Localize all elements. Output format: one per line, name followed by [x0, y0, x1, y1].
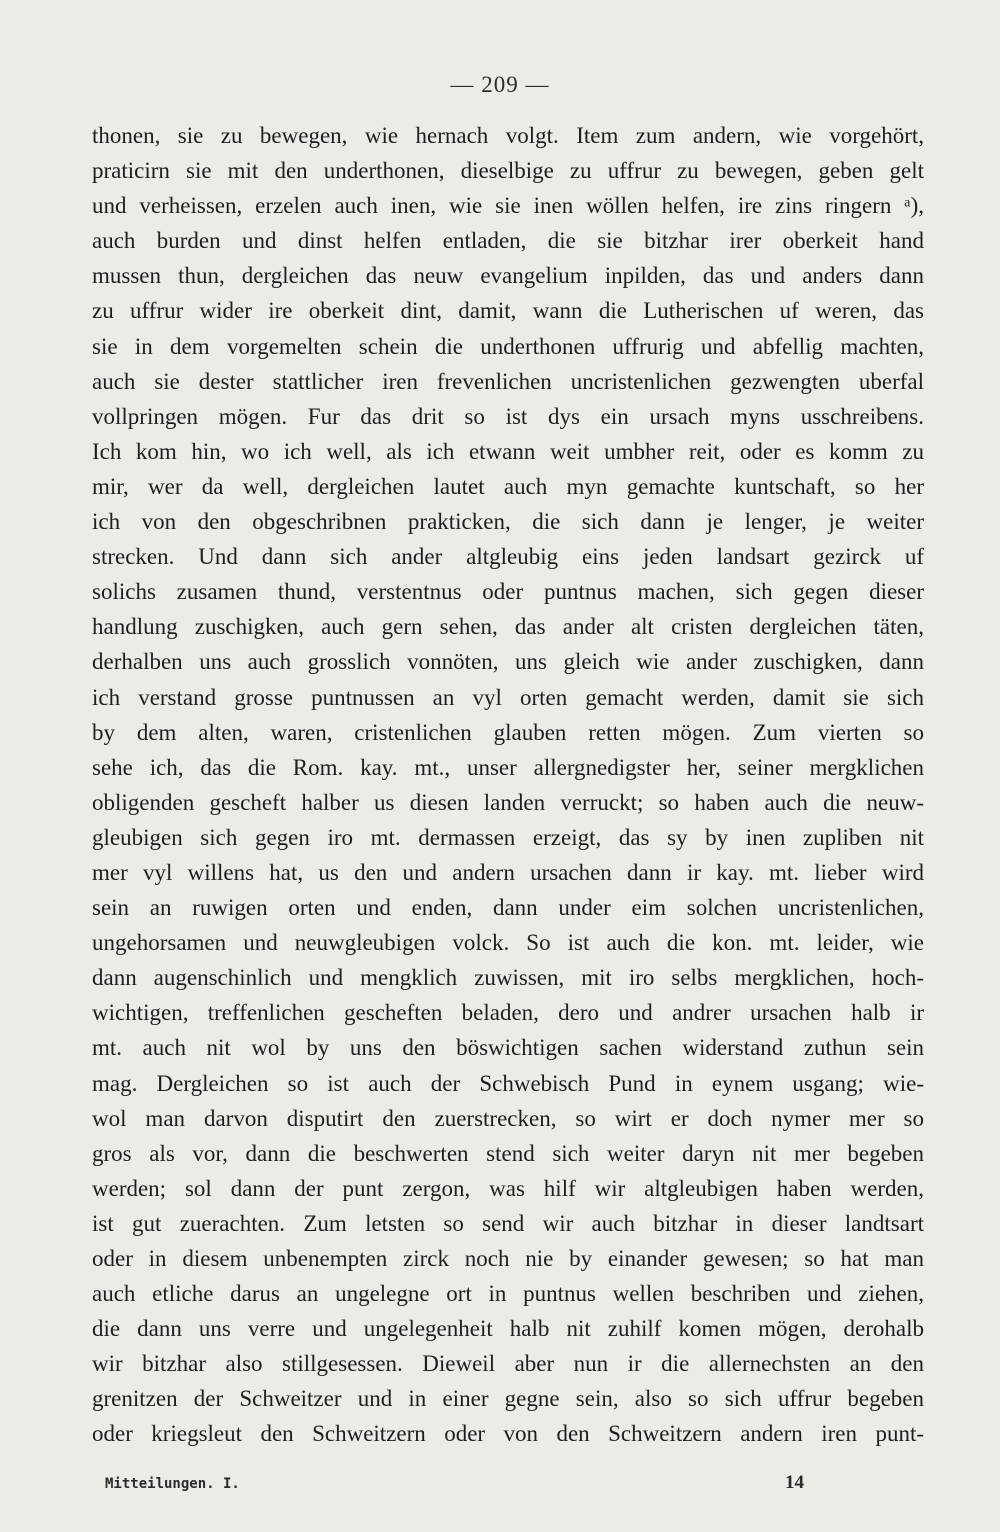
text-line: auch etliche darus an ungelegne ort in puntnus wellen beschriben und ziehen, [92, 1281, 924, 1307]
text-line: zu uffrur wider ire oberkeit dint, damit, wann die Lutherischen uf weren, das [92, 298, 924, 324]
text-line: ich verstand grosse puntnussen an vyl orten gemacht werden, damit sie sich [92, 684, 924, 710]
text-line: sein an ruwigen orten und enden, dann under eim solchen uncristenlichen, [92, 895, 924, 921]
text-line: grenitzen der Schweitzer und in einer gegne sein, also so sich uffrur begeben [92, 1386, 924, 1412]
text-line: thonen, sie zu bewegen, wie hernach volgt. Item zum andern, wie vorgehört, [92, 123, 924, 148]
text-line: wichtigen, treffenlichen gescheften beladen, dero und andrer ursachen halb ir [92, 1000, 924, 1026]
text-line: praticirn sie mit den underthonen, dieselbige zu uffrur zu bewegen, geben gelt [92, 158, 924, 184]
text-line: mag. Dergleichen so ist auch der Schwebisch Pund in eynem usgang; wie- [92, 1070, 924, 1096]
text-line: auch burden und dinst helfen entladen, die sie bitzhar irer oberkeit hand [92, 228, 924, 254]
text-line: dann augenschinlich und mengklich zuwissen, mit iro selbs mergklichen, hoch- [92, 965, 924, 991]
text-line: by dem alten, waren, cristenlichen glauben retten mögen. Zum vierten so [92, 719, 924, 745]
text-line: gros als vor, dann die beschwerten stend sich weiter daryn nit mer begeben [92, 1140, 924, 1166]
text-line: strecken. Und dann sich ander altgleubig eins jeden landsart gezirck uf [92, 544, 924, 570]
text-line: oder kriegsleut den Schweitzern oder von den Schweitzern andern iren punt- [92, 1421, 924, 1447]
footer-series-title: Mitteilungen. I. [105, 1476, 240, 1492]
text-line: mt. auch nit wol by uns den böswichtigen sachen widerstand zuthun sein [92, 1035, 924, 1061]
text-line: ich von den obgeschribnen prakticken, die sich dann je lenger, je weiter [92, 509, 924, 535]
text-line: ist gut zuerachten. Zum letsten so send wir auch bitzhar in dieser landtsart [92, 1210, 924, 1236]
text-line: mussen thun, dergleichen das neuw evangelium inpilden, das und anders dann [92, 263, 924, 289]
text-line: sie in dem vorgemelten schein die underthonen uffrurig und abfellig machten, [92, 333, 924, 359]
text-line: oder in diesem unbenempten zirck noch nie by einander gewesen; so hat man [92, 1246, 924, 1271]
text-line: auch sie dester stattlicher iren frevenlichen uncristenlichen gezwengten uberfal [92, 368, 924, 394]
text-line: werden; sol dann der punt zergon, was hilf wir altgleubigen haben werden, [92, 1175, 924, 1201]
footer-signature-number: 14 [785, 1472, 804, 1493]
text-line: wir bitzhar also stillgesessen. Dieweil aber nun ir die allernechsten an den [92, 1351, 924, 1377]
text-line: Ich kom hin, wo ich well, als ich etwann weit umbher reit, oder es komm zu [92, 438, 924, 464]
body-text [92, 118, 924, 1452]
text-line: mer vyl willens hat, us den und andern ursachen dann ir kay. mt. lieber wird [92, 859, 924, 885]
text-line: mir, wer da well, dergleichen lautet auch myn gemachte kuntschaft, so her [92, 473, 924, 499]
text-line: wol man darvon disputirt den zuerstrecken, so wirt er doch nymer mer so [92, 1105, 924, 1131]
page-number: — 209 — [450, 72, 550, 97]
text-line: gleubigen sich gegen iro mt. dermassen erzeigt, das sy by inen zupliben nit [92, 824, 924, 850]
text-line: obligenden gescheft halber us diesen landen verruckt; so haben auch die neuw- [92, 789, 924, 815]
text-line: die dann uns verre und ungelegenheit halb nit zuhilf komen mögen, derohalb [92, 1316, 924, 1342]
text-line: sehe ich, das die Rom. kay. mt., unser allergnedigster her, seiner mergklichen [92, 754, 924, 780]
text-line: handlung zuschigken, auch gern sehen, das ander alt cristen dergleichen täten, [92, 614, 924, 640]
text-line: ungehorsamen und neuwgleubigen volck. So ist auch die kon. mt. leider, wie [92, 930, 924, 956]
text-line: solichs zusamen thund, verstentnus oder puntnus machen, sich gegen dieser [92, 579, 924, 605]
text-line: vollpringen mögen. Fur das drit so ist dys ein ursach myns usschreibens. [92, 403, 924, 429]
text-line: derhalben uns auch grosslich vonnöten, uns gleich wie ander zuschigken, dann [92, 649, 924, 675]
text-line: und verheissen, erzelen auch inen, wie sie inen wöllen helfen, ire zins ringern ᵃ), [92, 193, 924, 219]
